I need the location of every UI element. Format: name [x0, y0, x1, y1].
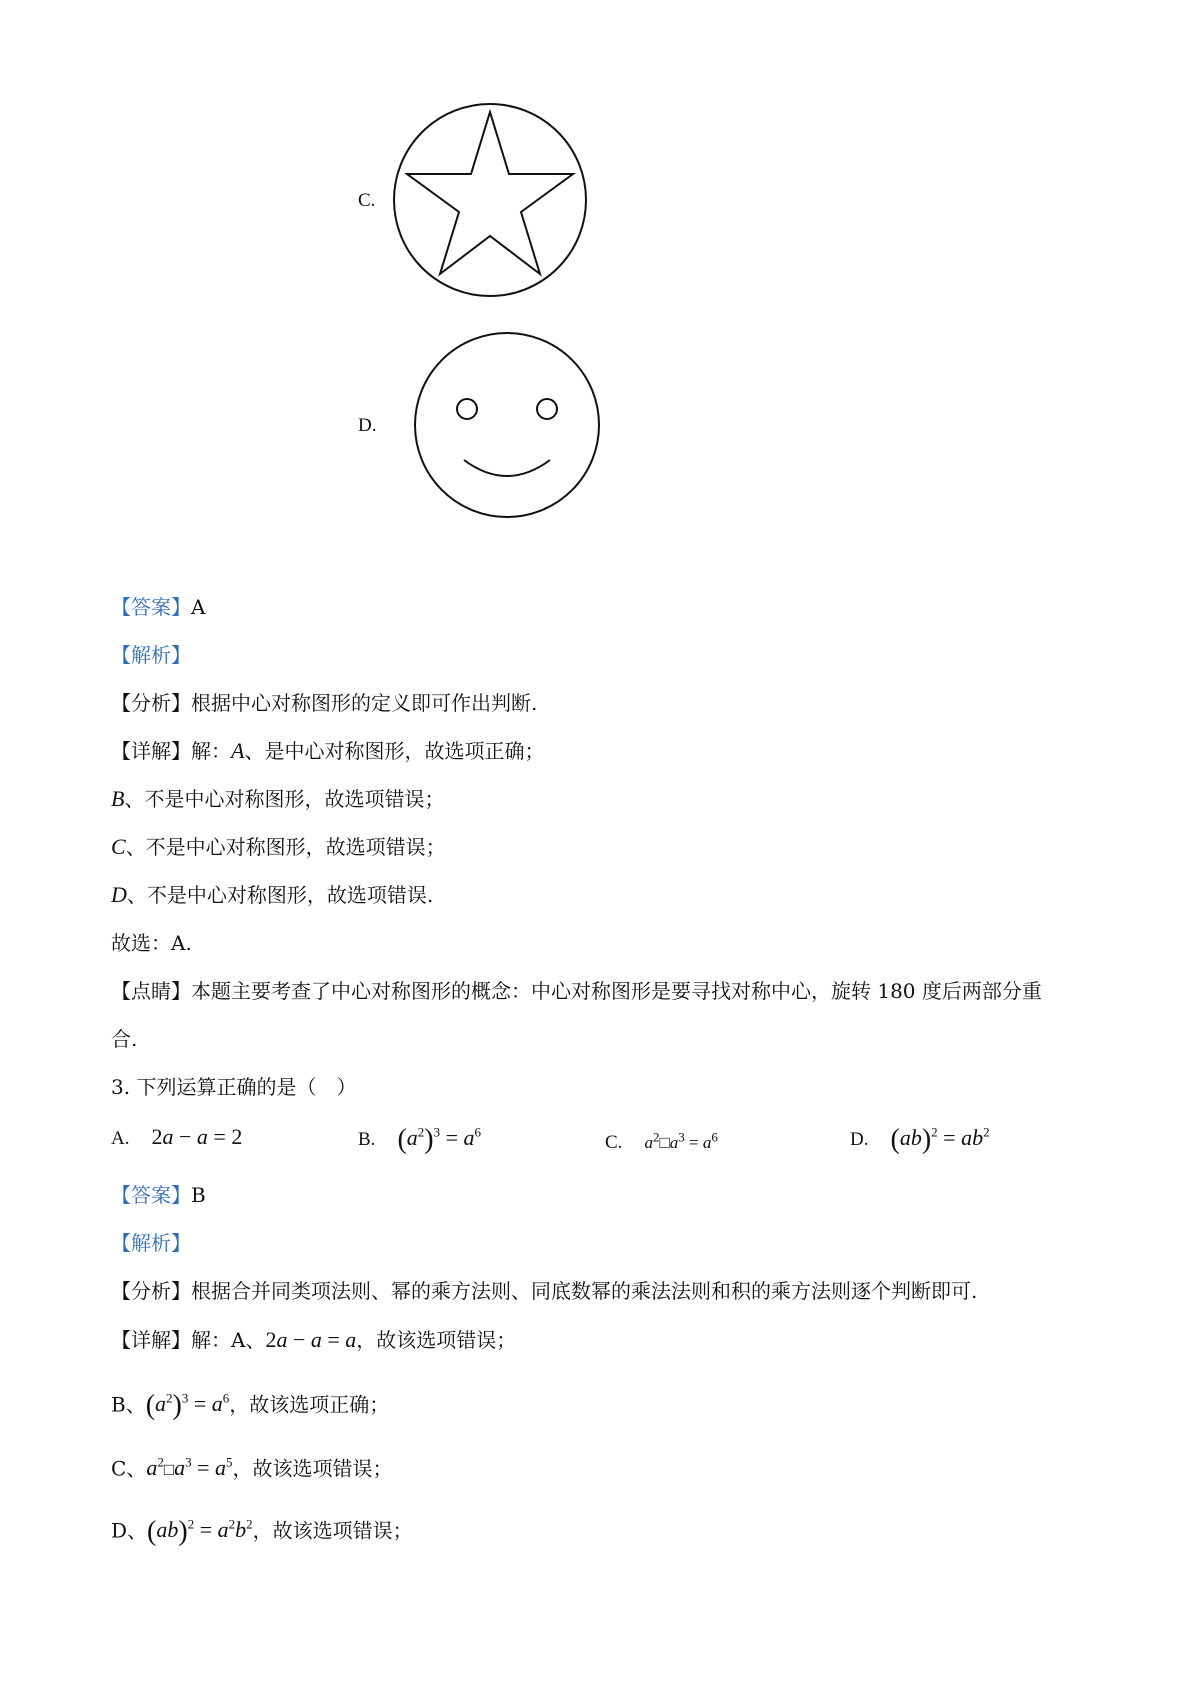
- q3-option-a: [111, 1122, 242, 1154]
- q2-analysis-line: [111, 640, 191, 670]
- answer-tag: 【答案】: [111, 595, 191, 619]
- xiangjie-prefix: 解：: [191, 739, 231, 763]
- q3-option-d-label: D.: [850, 1129, 869, 1151]
- q3-fenxi-text: 根据合并同类项法则、幂的乘方法则、同底数幂的乘法法则和积的乘方法则逐个判断即可.: [191, 1279, 978, 1303]
- q3-b-line: [111, 1384, 389, 1421]
- q3-option-b-formula: $(a^2)^3 = a^6$: [397, 1124, 482, 1156]
- q3-fenxi-tag: 【分析】: [111, 1279, 191, 1303]
- q2-dianjing-line: [111, 976, 1042, 1006]
- dianjing-tag: 【点睛】: [111, 979, 191, 1003]
- answer-value: A: [191, 595, 206, 619]
- q3-option-c-formula: $a^2□a^3 = a^6$: [644, 1129, 718, 1152]
- analysis-tag: 【解析】: [111, 643, 191, 667]
- option-a-text: 、是中心对称图形，故选项正确；: [244, 739, 545, 763]
- q3-c-verdict: ，故该选项错误；: [232, 1456, 393, 1481]
- q3-d-verdict: ，故该选项错误；: [252, 1518, 413, 1543]
- star-in-circle-figure: [390, 100, 590, 300]
- option-letter-b: B: [111, 786, 125, 811]
- dianjing-text: 本题主要考查了中心对称图形的概念：中心对称图形是要寻找对称中心，旋转 180 度后两部分重: [191, 979, 1042, 1003]
- q3-answer-value: B: [191, 1183, 206, 1207]
- q3-analysis-tag: 【解析】: [111, 1231, 191, 1255]
- q2-option-d-line: [111, 880, 433, 910]
- option-letter-c: C: [111, 834, 126, 859]
- q3-a-verdict: ，故该选项错误；: [356, 1328, 517, 1352]
- q2-dianjing-continued: 合.: [111, 1027, 138, 1051]
- q2-option-b-line: [111, 784, 444, 814]
- q3-d-line: [111, 1510, 413, 1547]
- q3-option-b: [358, 1118, 481, 1155]
- xiangjie-tag: 【详解】: [111, 739, 191, 763]
- q2-choice-line: 故选：A.: [111, 931, 192, 955]
- q3-d-prefix: D、: [111, 1518, 148, 1543]
- q3-answer-line: [111, 1180, 206, 1210]
- fenxi-tag: 【分析】: [111, 691, 191, 715]
- q3-a-formula: 2a − a = a: [265, 1327, 357, 1352]
- q3-xiangjie-tag: 【详解】: [111, 1328, 191, 1352]
- smiley-face-figure: [412, 330, 602, 520]
- option-b-text: 、不是中心对称图形，故选项错误；: [124, 787, 445, 811]
- q2-xiangjie-line: [111, 736, 544, 766]
- q3-analysis-line: [111, 1228, 191, 1258]
- q3-answer-tag: 【答案】: [111, 1183, 191, 1207]
- option-d-text: 、不是中心对称图形，故选项错误.: [126, 883, 434, 907]
- q3-stem: 3. 下列运算正确的是（ ）: [111, 1075, 357, 1099]
- q2-answer-line: [111, 592, 205, 622]
- option-letter-a: A: [231, 738, 245, 763]
- figure-c-label: C.: [358, 190, 376, 211]
- q3-option-a-label: A.: [111, 1128, 130, 1149]
- option-letter-d: D: [111, 882, 127, 907]
- q2-option-c-line: [111, 832, 446, 862]
- q3-c-formula: $a^2□a^3 = a^5$: [146, 1455, 233, 1481]
- q3-b-prefix: B、: [111, 1392, 146, 1417]
- q3-fenxi-line: [111, 1276, 977, 1306]
- q3-option-b-label: B.: [358, 1129, 376, 1151]
- q3-d-formula: $(ab)^2 = a^2b^2$: [147, 1516, 253, 1548]
- q3-xiangjie-prefix: 解：A、: [191, 1328, 266, 1352]
- fenxi-text: 根据中心对称图形的定义即可作出判断.: [191, 691, 538, 715]
- q3-option-d-formula: $(ab)^2 = ab^2$: [890, 1124, 990, 1156]
- figure-d-label: D.: [358, 415, 377, 436]
- q3-option-a-formula: 2a − a = 2: [151, 1124, 243, 1149]
- q3-c-prefix: C、: [111, 1456, 147, 1481]
- q3-xiangjie-line: [111, 1325, 516, 1355]
- q3-c-line: [111, 1448, 393, 1485]
- q3-option-c-label: C.: [605, 1131, 623, 1153]
- q3-option-d: [850, 1118, 990, 1155]
- q2-fenxi-line: [111, 688, 537, 718]
- q3-option-c: [605, 1122, 718, 1158]
- option-c-text: 、不是中心对称图形，故选项错误；: [125, 835, 446, 859]
- q3-b-verdict: ，故该选项正确；: [229, 1392, 390, 1417]
- q3-b-formula: $(a^2)^3 = a^6$: [145, 1390, 230, 1422]
